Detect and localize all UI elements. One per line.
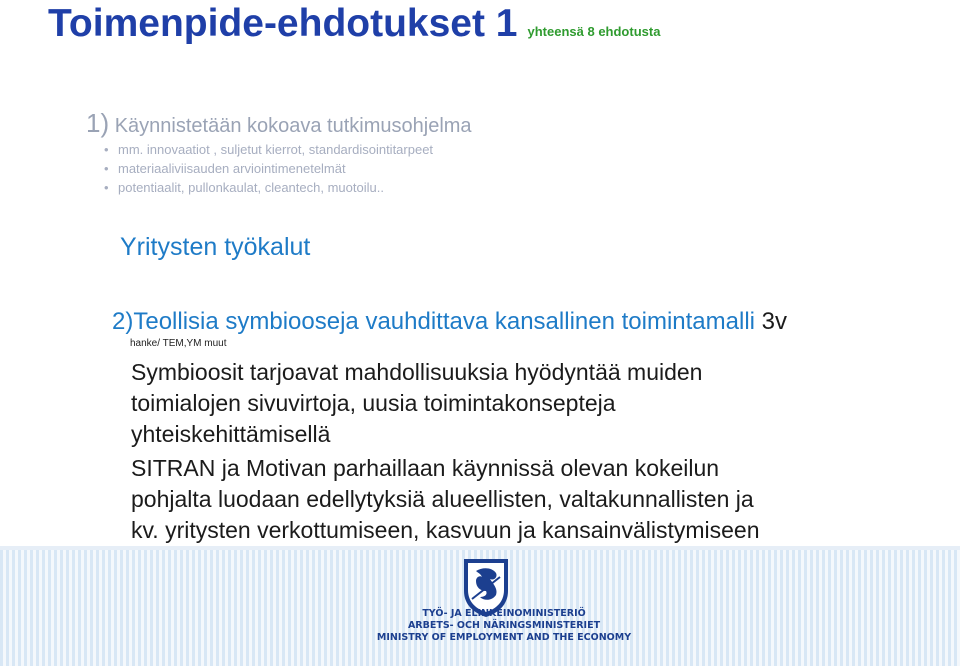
paragraph-line: Symbioosit tarjoavat mahdollisuuksia hyödyntää muiden	[131, 359, 703, 385]
proposal-2-lead: 2)Teollisia symbiooseja vauhdittava kansallinen toimintamalli	[112, 308, 755, 335]
paragraph-symbiosis	[131, 357, 702, 450]
paragraph-line: pohjalta luodaan edellytyksiä alueellisten, valtakunnallisten ja	[131, 486, 754, 512]
paragraph-line: yhteiskehittämisellä	[131, 421, 331, 447]
page-subtitle: yhteensä 8 ehdotusta	[527, 24, 661, 39]
ministry-name-fi: TYÖ- JA ELINKEINOMINISTERIÖ	[422, 608, 586, 619]
proposal-1-text: Käynnistetään kokoava tutkimusohjelma	[114, 115, 472, 137]
paragraph-line: toimialojen sivuvirtoja, uusia toimintakonsepteja	[131, 390, 616, 416]
bullet-item: • mm. innovaatiot , suljetut kierrot, standardisointitarpeet	[118, 140, 433, 159]
proposal-1	[86, 108, 472, 139]
paragraph-line: SITRAN ja Motivan parhaillaan käynnissä olevan kokeilun	[131, 455, 720, 481]
section-heading: Yritysten työkalut	[120, 233, 311, 261]
ministry-logo-text	[374, 608, 634, 644]
bullet-item: • materiaaliviisauden arviointimenetelmät	[118, 159, 433, 178]
paragraph-line: kv. yritysten verkottumiseen, kasvuun ja kansainvälistymiseen	[131, 517, 760, 543]
paragraph-sitra	[131, 453, 760, 546]
proposal-1-number: 1)	[86, 108, 110, 138]
proposal-2-duration: 3v	[761, 308, 788, 335]
page-title: Toimenpide-ehdotukset 1	[48, 2, 518, 45]
bullet-item: • potentiaalit, pullonkaulat, cleantech, muotoilu..	[118, 178, 433, 197]
proposal-1-bullets	[118, 140, 433, 197]
ministry-name-sv: ARBETS- OCH NÄRINGSMINISTERIET	[407, 620, 601, 631]
ministry-name-en: MINISTRY OF EMPLOYMENT AND THE ECONOMY	[376, 632, 632, 643]
proposal-2-heading	[112, 308, 787, 336]
title-row	[48, 2, 660, 46]
proposal-2-note: hanke/ TEM,YM muut	[130, 338, 227, 349]
